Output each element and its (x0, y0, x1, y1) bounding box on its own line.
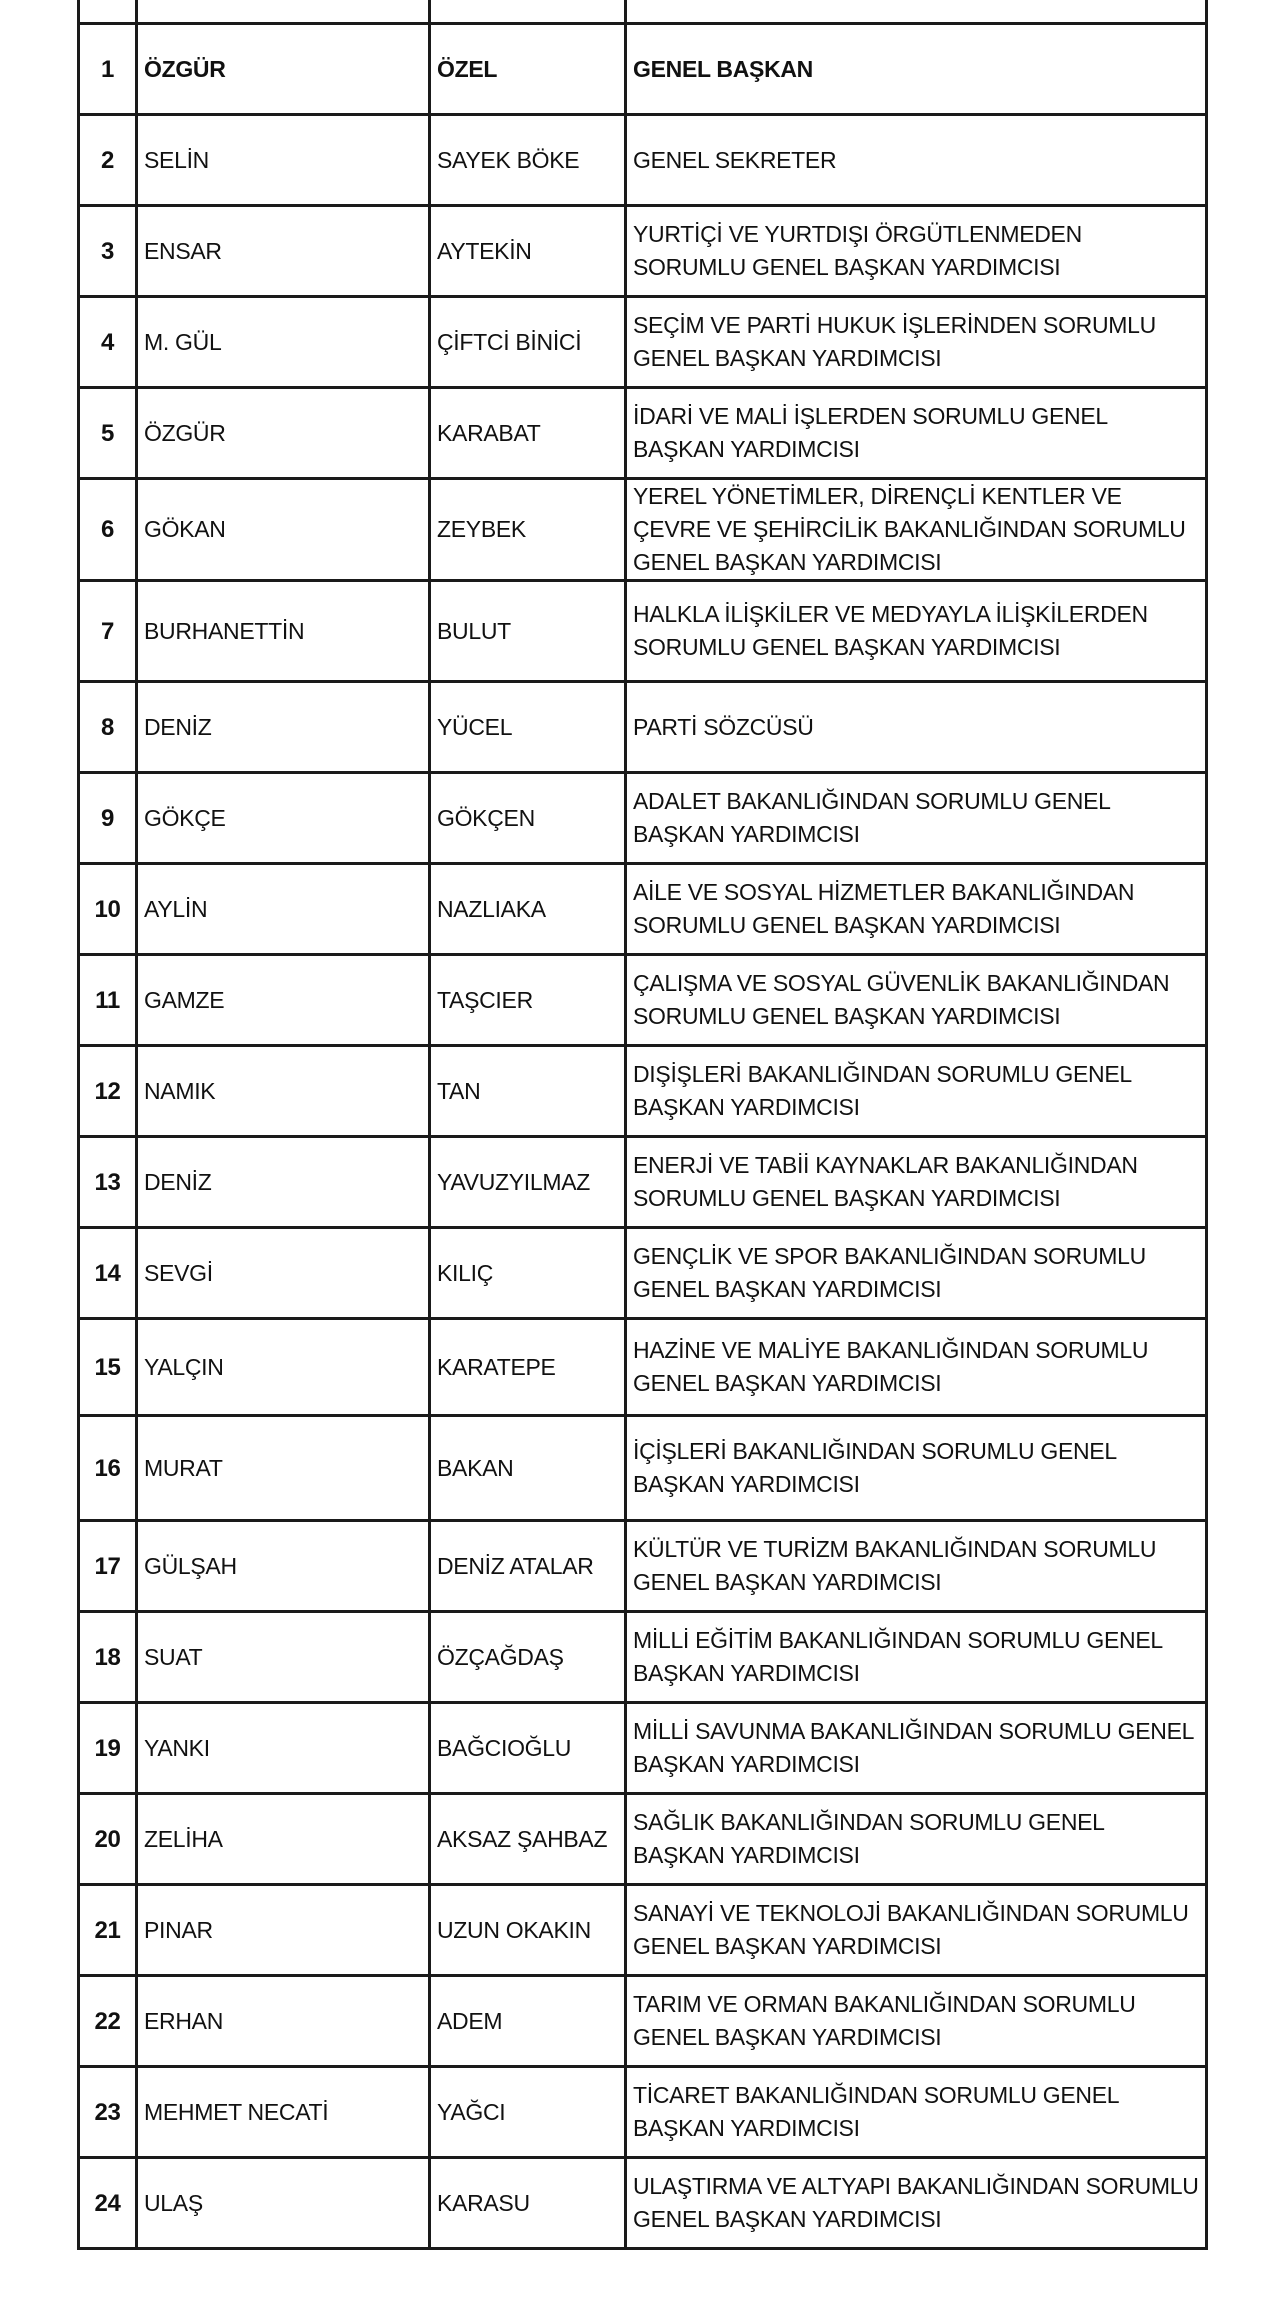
row-number: 6 (79, 479, 137, 581)
table-row (79, 206, 1207, 297)
table-row (79, 1521, 1207, 1612)
row-number: 3 (79, 206, 137, 297)
first-name: SUAT (137, 1612, 430, 1703)
table-row (79, 1046, 1207, 1137)
table-row (79, 24, 1207, 115)
table-row (79, 581, 1207, 682)
last-name: UZUN OKAKIN (430, 1885, 626, 1976)
table-row (79, 1137, 1207, 1228)
first-name: DENİZ (137, 682, 430, 773)
role-title: SAĞLIK BAKANLIĞINDAN SORUMLU GENEL BAŞKAN YARDIMCISI (626, 1794, 1207, 1885)
table-row (79, 1416, 1207, 1521)
first-name: ZELİHA (137, 1794, 430, 1885)
table-row (79, 955, 1207, 1046)
row-number: 19 (79, 1703, 137, 1794)
last-name: TAN (430, 1046, 626, 1137)
last-name: TAŞCIER (430, 955, 626, 1046)
row-number: 21 (79, 1885, 137, 1976)
role-title: ADALET BAKANLIĞINDAN SORUMLU GENEL BAŞKAN YARDIMCISI (626, 773, 1207, 864)
last-name: ÇİFTCİ BİNİCİ (430, 297, 626, 388)
role-title: ENERJİ VE TABİİ KAYNAKLAR BAKANLIĞINDAN SORUMLU GENEL BAŞKAN YARDIMCISI (626, 1137, 1207, 1228)
first-name: M. GÜL (137, 297, 430, 388)
first-name: GAMZE (137, 955, 430, 1046)
last-name: BAĞCIOĞLU (430, 1703, 626, 1794)
last-name: BAKAN (430, 1416, 626, 1521)
row-number: 18 (79, 1612, 137, 1703)
first-name: NAMIK (137, 1046, 430, 1137)
role-title: MİLLİ EĞİTİM BAKANLIĞINDAN SORUMLU GENEL BAŞKAN YARDIMCISI (626, 1612, 1207, 1703)
row-number: 17 (79, 1521, 137, 1612)
row-number: 10 (79, 864, 137, 955)
table-row (79, 864, 1207, 955)
last-name: ÖZEL (430, 24, 626, 115)
role-title: GENEL BAŞKAN (626, 24, 1207, 115)
last-name: GÖKÇEN (430, 773, 626, 864)
table-row (79, 479, 1207, 581)
table-top-spacer-row (79, 0, 1207, 24)
first-name: SEVGİ (137, 1228, 430, 1319)
first-name: YANKI (137, 1703, 430, 1794)
table-row (79, 1794, 1207, 1885)
role-title: YEREL YÖNETİMLER, DİRENÇLİ KENTLER VE ÇEVRE VE ŞEHİRCİLİK BAKANLIĞINDAN SORUMLU GENEL BAŞKAN YARDIMCISI (626, 479, 1207, 581)
row-number: 24 (79, 2158, 137, 2249)
first-name: ULAŞ (137, 2158, 430, 2249)
first-name: ÖZGÜR (137, 388, 430, 479)
role-title: SANAYİ VE TEKNOLOJİ BAKANLIĞINDAN SORUMLU GENEL BAŞKAN YARDIMCISI (626, 1885, 1207, 1976)
role-title: İDARİ VE MALİ İŞLERDEN SORUMLU GENEL BAŞKAN YARDIMCISI (626, 388, 1207, 479)
row-number: 9 (79, 773, 137, 864)
table-row (79, 1228, 1207, 1319)
last-name: KARASU (430, 2158, 626, 2249)
last-name: AYTEKİN (430, 206, 626, 297)
table-cell (137, 0, 430, 24)
row-number: 1 (79, 24, 137, 115)
table-cell (626, 0, 1207, 24)
table-row (79, 388, 1207, 479)
role-title: ULAŞTIRMA VE ALTYAPI BAKANLIĞINDAN SORUMLU GENEL BAŞKAN YARDIMCISI (626, 2158, 1207, 2249)
row-number: 8 (79, 682, 137, 773)
table-row (79, 1612, 1207, 1703)
first-name: ENSAR (137, 206, 430, 297)
role-title: PARTİ SÖZCÜSÜ (626, 682, 1207, 773)
role-title: TİCARET BAKANLIĞINDAN SORUMLU GENEL BAŞKAN YARDIMCISI (626, 2067, 1207, 2158)
row-number: 23 (79, 2067, 137, 2158)
first-name: AYLİN (137, 864, 430, 955)
row-number: 20 (79, 1794, 137, 1885)
last-name: KARATEPE (430, 1319, 626, 1416)
last-name: NAZLIAKA (430, 864, 626, 955)
first-name: PINAR (137, 1885, 430, 1976)
first-name: MEHMET NECATİ (137, 2067, 430, 2158)
role-title: DIŞİŞLERİ BAKANLIĞINDAN SORUMLU GENEL BAŞKAN YARDIMCISI (626, 1046, 1207, 1137)
first-name: MURAT (137, 1416, 430, 1521)
row-number: 14 (79, 1228, 137, 1319)
row-number: 22 (79, 1976, 137, 2067)
last-name: KARABAT (430, 388, 626, 479)
last-name: ÖZÇAĞDAŞ (430, 1612, 626, 1703)
first-name: YALÇIN (137, 1319, 430, 1416)
role-title: HAZİNE VE MALİYE BAKANLIĞINDAN SORUMLU GENEL BAŞKAN YARDIMCISI (626, 1319, 1207, 1416)
row-number: 2 (79, 115, 137, 206)
first-name: GÜLŞAH (137, 1521, 430, 1612)
last-name: ADEM (430, 1976, 626, 2067)
row-number: 5 (79, 388, 137, 479)
table-row (79, 1319, 1207, 1416)
table-row (79, 115, 1207, 206)
table-cell (79, 0, 137, 24)
row-number: 11 (79, 955, 137, 1046)
role-title: GENÇLİK VE SPOR BAKANLIĞINDAN SORUMLU GENEL BAŞKAN YARDIMCISI (626, 1228, 1207, 1319)
row-number: 7 (79, 581, 137, 682)
row-number: 12 (79, 1046, 137, 1137)
table-row (79, 1885, 1207, 1976)
role-title: ÇALIŞMA VE SOSYAL GÜVENLİK BAKANLIĞINDAN SORUMLU GENEL BAŞKAN YARDIMCISI (626, 955, 1207, 1046)
first-name: SELİN (137, 115, 430, 206)
first-name: GÖKÇE (137, 773, 430, 864)
first-name: ÖZGÜR (137, 24, 430, 115)
last-name: SAYEK BÖKE (430, 115, 626, 206)
role-title: SEÇİM VE PARTİ HUKUK İŞLERİNDEN SORUMLU GENEL BAŞKAN YARDIMCISI (626, 297, 1207, 388)
row-number: 15 (79, 1319, 137, 1416)
table-row (79, 297, 1207, 388)
table-row (79, 682, 1207, 773)
row-number: 4 (79, 297, 137, 388)
role-title: İÇİŞLERİ BAKANLIĞINDAN SORUMLU GENEL BAŞKAN YARDIMCISI (626, 1416, 1207, 1521)
role-title: AİLE VE SOSYAL HİZMETLER BAKANLIĞINDAN SORUMLU GENEL BAŞKAN YARDIMCISI (626, 864, 1207, 955)
row-number: 16 (79, 1416, 137, 1521)
last-name: BULUT (430, 581, 626, 682)
role-title: GENEL SEKRETER (626, 115, 1207, 206)
role-title: YURTİÇİ VE YURTDIŞI ÖRGÜTLENMEDEN SORUMLU GENEL BAŞKAN YARDIMCISI (626, 206, 1207, 297)
last-name: YÜCEL (430, 682, 626, 773)
role-title: TARIM VE ORMAN BAKANLIĞINDAN SORUMLU GENEL BAŞKAN YARDIMCISI (626, 1976, 1207, 2067)
member-table (77, 0, 1208, 2250)
role-title: HALKLA İLİŞKİLER VE MEDYAYLA İLİŞKİLERDEN SORUMLU GENEL BAŞKAN YARDIMCISI (626, 581, 1207, 682)
last-name: AKSAZ ŞAHBAZ (430, 1794, 626, 1885)
first-name: GÖKAN (137, 479, 430, 581)
first-name: ERHAN (137, 1976, 430, 2067)
table-row (79, 1703, 1207, 1794)
role-title: MİLLİ SAVUNMA BAKANLIĞINDAN SORUMLU GENEL BAŞKAN YARDIMCISI (626, 1703, 1207, 1794)
last-name: KILIÇ (430, 1228, 626, 1319)
first-name: BURHANETTİN (137, 581, 430, 682)
last-name: ZEYBEK (430, 479, 626, 581)
role-title: KÜLTÜR VE TURİZM BAKANLIĞINDAN SORUMLU GENEL BAŞKAN YARDIMCISI (626, 1521, 1207, 1612)
table-row (79, 773, 1207, 864)
row-number: 13 (79, 1137, 137, 1228)
member-table-page (77, 0, 1205, 2250)
table-row (79, 1976, 1207, 2067)
table-row (79, 2158, 1207, 2249)
last-name: DENİZ ATALAR (430, 1521, 626, 1612)
table-row (79, 2067, 1207, 2158)
last-name: YAĞCI (430, 2067, 626, 2158)
first-name: DENİZ (137, 1137, 430, 1228)
table-cell (430, 0, 626, 24)
last-name: YAVUZYILMAZ (430, 1137, 626, 1228)
